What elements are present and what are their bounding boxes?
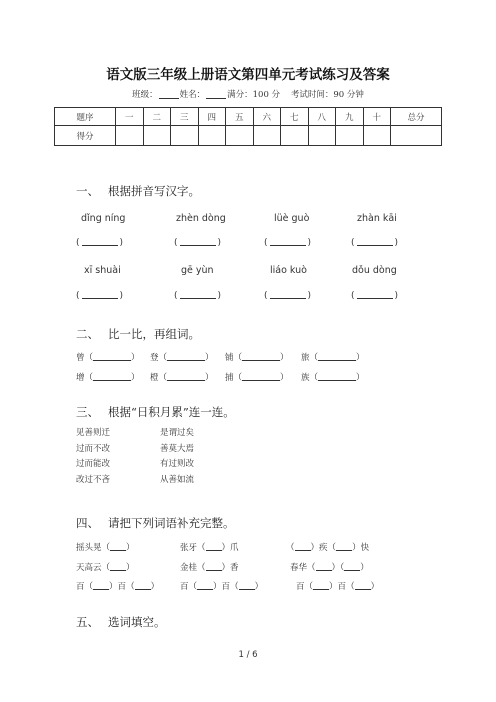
section-number: 四、 (76, 516, 99, 530)
score-cell[interactable] (363, 126, 391, 146)
idiom-text: 百 (296, 582, 305, 592)
char: 增 (76, 373, 85, 383)
word-pair[interactable]: 铺（ ） (225, 353, 289, 363)
char: 曾 (76, 353, 85, 363)
idiom-text: 张牙 (180, 543, 198, 553)
table-cell: 一 (116, 108, 144, 126)
idiom-text: 摇头晃 (76, 543, 102, 553)
class-label: 班级： (132, 90, 158, 100)
table-cell: 总分 (391, 108, 442, 126)
answer-blank[interactable]: ( ) (174, 291, 222, 301)
char: 铺 (225, 353, 234, 363)
score-cell[interactable] (116, 126, 144, 146)
answer-blank[interactable]: ( ) (174, 238, 222, 248)
document-title: 语文版三年级上册语文第四单元考试练习及答案 (106, 67, 390, 83)
idiom-text: 百 (76, 582, 85, 592)
idiom-blank[interactable]: 百（ ）百（ ） (296, 582, 380, 592)
pinyin-item: zhèn dòng (176, 213, 226, 224)
exam-info-line (0, 88, 496, 100)
idiom-text: 百 (117, 582, 127, 592)
name-label: 姓名： (179, 90, 206, 100)
table-cell: 八 (308, 108, 336, 126)
word-pair[interactable]: 旅（ ） (301, 353, 365, 363)
char: 登 (150, 353, 159, 363)
idiom-text: 快 (360, 543, 370, 553)
pinyin-item: liáo kuò (270, 265, 307, 276)
matching-right-column (160, 426, 194, 488)
word-pair[interactable]: 橙（ ） (150, 373, 214, 383)
table-cell: 四 (198, 108, 226, 126)
idiom-text: 百 (180, 582, 189, 592)
score-cell[interactable] (281, 126, 309, 146)
section-4-heading (76, 515, 235, 531)
idiom-blank[interactable]: 金桂（ ）香 (180, 563, 239, 573)
page-number: 1 / 6 (238, 650, 258, 660)
idiom-blank[interactable]: 百（ ）百（ ） (180, 582, 264, 592)
matching-item[interactable]: 过而能改 (76, 459, 111, 469)
word-pair[interactable]: 族（ ） (301, 373, 365, 383)
char: 捕 (225, 373, 234, 383)
char: 旅 (301, 353, 310, 363)
idiom-text: 爪 (230, 543, 239, 553)
score-cell[interactable] (391, 126, 442, 146)
section-title: 请把下列词语补充完整。 (108, 516, 235, 530)
idiom-text: 香 (230, 563, 239, 573)
score-table (54, 107, 442, 146)
idiom-text: 百 (221, 582, 231, 592)
score-cell[interactable] (198, 126, 226, 146)
idiom-text: 金桂 (180, 563, 198, 573)
idiom-blank[interactable]: 张牙（ ）爪 (180, 543, 239, 553)
table-cell: 二 (143, 108, 171, 126)
score-cell[interactable] (143, 126, 171, 146)
idiom-text: 春华 (290, 563, 308, 573)
table-cell: 三 (171, 108, 199, 126)
table-cell: 六 (253, 108, 281, 126)
section-3-heading (76, 404, 235, 420)
section-title: 选词填空。 (108, 615, 166, 629)
table-cell: 五 (226, 108, 254, 126)
matching-item[interactable]: 是谓过矣 (160, 428, 195, 438)
score-table-header-row (55, 108, 442, 126)
word-pair[interactable]: 登（ ） (150, 353, 214, 363)
name-blank (206, 89, 226, 99)
score-cell[interactable] (253, 126, 281, 146)
section-1-heading (76, 183, 200, 199)
idiom-blank[interactable]: 春华（ ）（ ） (290, 563, 369, 573)
pinyin-item: dǐng níng (81, 213, 126, 224)
score-cell[interactable] (308, 126, 336, 146)
class-blank (159, 89, 179, 99)
table-cell: 七 (281, 108, 309, 126)
pinyin-item: gē yùn (181, 265, 214, 276)
table-cell: 得分 (55, 126, 116, 146)
exam-time: 考试时间：90 分钟 (290, 90, 364, 100)
char: 橙 (150, 373, 159, 383)
score-cell[interactable] (171, 126, 199, 146)
section-number: 二、 (76, 327, 99, 341)
answer-blank[interactable]: ( ) (351, 291, 399, 301)
answer-blank[interactable]: ( ) (76, 291, 124, 301)
pinyin-item: xī shuài (84, 265, 121, 276)
matching-item[interactable]: 见善则迁 (76, 428, 111, 438)
matching-item[interactable]: 过而不改 (76, 443, 111, 454)
idiom-blank[interactable]: 天高云（ ） (76, 563, 135, 573)
idiom-blank[interactable]: 百（ ）百（ ） (76, 582, 160, 592)
matching-left-column (76, 426, 110, 488)
table-cell: 九 (336, 108, 364, 126)
table-cell: 题序 (55, 108, 116, 126)
section-title: 比一比，再组词。 (108, 327, 200, 341)
idiom-blank[interactable]: 摇头晃（ ） (76, 543, 135, 553)
idiom-text: 疾 (319, 543, 328, 553)
matching-item[interactable]: 善莫大焉 (160, 443, 195, 454)
score-cell[interactable] (336, 126, 364, 146)
word-pair[interactable]: 增（ ） (76, 373, 140, 383)
section-5-heading (76, 614, 166, 630)
char: 族 (301, 373, 310, 383)
section-2-heading (76, 326, 200, 342)
section-title: 根据拼音写汉字。 (108, 184, 200, 198)
idiom-text: 天高云 (76, 563, 102, 573)
matching-item[interactable]: 从善如流 (160, 474, 195, 485)
section-number: 三、 (76, 405, 99, 419)
pinyin-item: zhàn kāi (357, 213, 397, 224)
section-title: 根据“日积月累”连一连。 (108, 405, 235, 419)
answer-blank[interactable]: ( ) (264, 291, 312, 301)
pinyin-item: dǒu dòng (352, 265, 397, 276)
idiom-blank[interactable]: （ ）疾（ ）快 (286, 543, 370, 553)
section-number: 五、 (76, 615, 99, 629)
answer-blank[interactable]: ( ) (264, 238, 312, 248)
matching-item[interactable]: 改过不吝 (76, 474, 111, 485)
answer-blank[interactable]: ( ) (351, 238, 399, 248)
word-pair[interactable]: 曾（ ） (76, 353, 140, 363)
pinyin-item: lüè guò (274, 213, 310, 224)
score-cell[interactable] (226, 126, 254, 146)
answer-blank[interactable]: ( ) (76, 238, 124, 248)
score-table-score-row (55, 126, 442, 146)
table-cell: 十 (363, 108, 391, 126)
word-pair[interactable]: 捕（ ） (225, 373, 289, 383)
idiom-text: 百 (337, 582, 347, 592)
section-number: 一、 (76, 184, 99, 198)
full-score: 满分：100 分 (227, 90, 281, 100)
matching-item[interactable]: 有过则改 (160, 459, 195, 469)
